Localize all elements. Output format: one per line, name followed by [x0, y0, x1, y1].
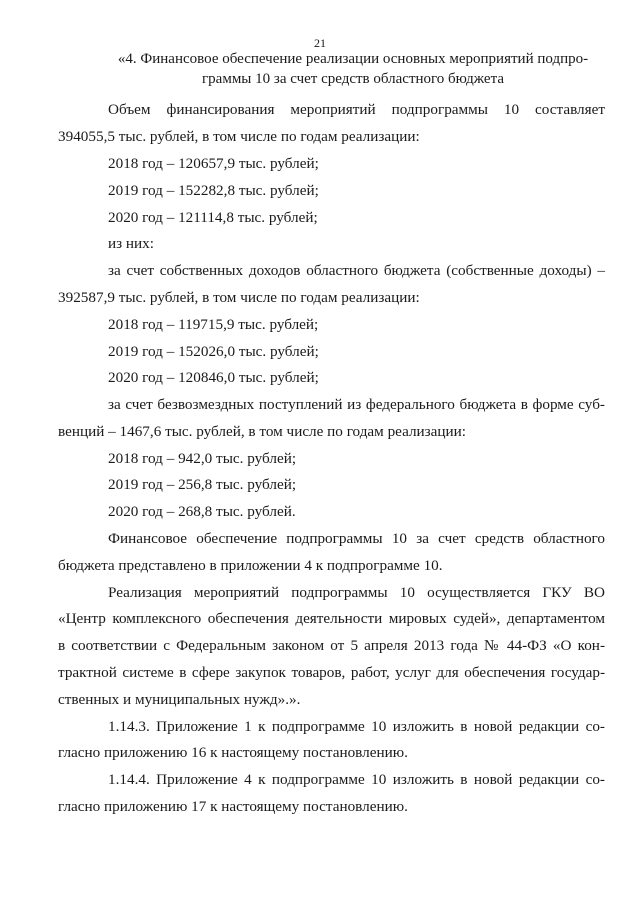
- text-line: за счет собственных доходов областного бюджета (собственные доходы) –: [108, 262, 605, 279]
- text-line: за счет безвозмездных поступлений из федерального бюджета в форме суб-: [108, 396, 605, 413]
- text-line: в соответствии с Федеральным законом от 5 апреля 2013 года № 44-ФЗ «О кон-: [58, 637, 605, 654]
- text-line: Объем финансирования мероприятий подпрограммы 10 составляет: [108, 101, 605, 118]
- text-line: гласно приложению 17 к настоящему постановлению.: [58, 798, 408, 815]
- text-line: гласно приложению 16 к настоящему постановлению.: [58, 744, 408, 761]
- text-line: венций – 1467,6 тыс. рублей, в том числе по годам реализации:: [58, 423, 467, 440]
- text-line: 2019 год – 256,8 тыс. рублей;: [108, 476, 297, 493]
- text-line: ственных и муниципальных нужд».».: [58, 691, 301, 708]
- text-line: 2020 год – 120846,0 тыс. рублей;: [108, 369, 319, 386]
- text-line: 2018 год – 119715,9 тыс. рублей;: [108, 316, 319, 333]
- text-line: 394055,5 тыс. рублей, в том числе по годам реализации:: [58, 128, 420, 145]
- heading-line-2: граммы 10 за счет средств областного бюджета: [202, 71, 504, 87]
- text-line: Финансовое обеспечение подпрограммы 10 за счет средств областного: [108, 530, 605, 547]
- text-line: 1.14.4. Приложение 4 к подпрограмме 10 изложить в новой редакции со-: [108, 771, 605, 788]
- text-line: бюджета представлено в приложении 4 к подпрограмме 10.: [58, 557, 443, 574]
- text-line: трактной системе в сфере закупок товаров, работ, услуг для обеспечения государ-: [58, 664, 605, 681]
- text-line: 2018 год – 942,0 тыс. рублей;: [108, 450, 297, 467]
- heading-line-1: «4. Финансовое обеспечение реализации основных мероприятий подпро-: [117, 51, 589, 67]
- text-line: 2019 год – 152282,8 тыс. рублей;: [108, 182, 319, 199]
- text-line: 392587,9 тыс. рублей, в том числе по годам реализации:: [58, 289, 420, 306]
- text-line: 2019 год – 152026,0 тыс. рублей;: [108, 343, 319, 360]
- text-line: из них:: [108, 235, 154, 252]
- text-line: 2020 год – 268,8 тыс. рублей.: [108, 503, 296, 520]
- text-line: 2018 год – 120657,9 тыс. рублей;: [108, 155, 319, 172]
- page-number: 21: [314, 36, 326, 50]
- text-line: «Центр комплексного обеспечения деятельности мировых судей», департаментом: [58, 610, 605, 627]
- text-line: 2020 год – 121114,8 тыс. рублей;: [108, 209, 318, 226]
- section-heading: [101, 49, 605, 89]
- text-line: Реализация мероприятий подпрограммы 10 осуществляется ГКУ ВО: [108, 584, 605, 601]
- text-line: 1.14.3. Приложение 1 к подпрограмме 10 изложить в новой редакции со-: [108, 718, 605, 735]
